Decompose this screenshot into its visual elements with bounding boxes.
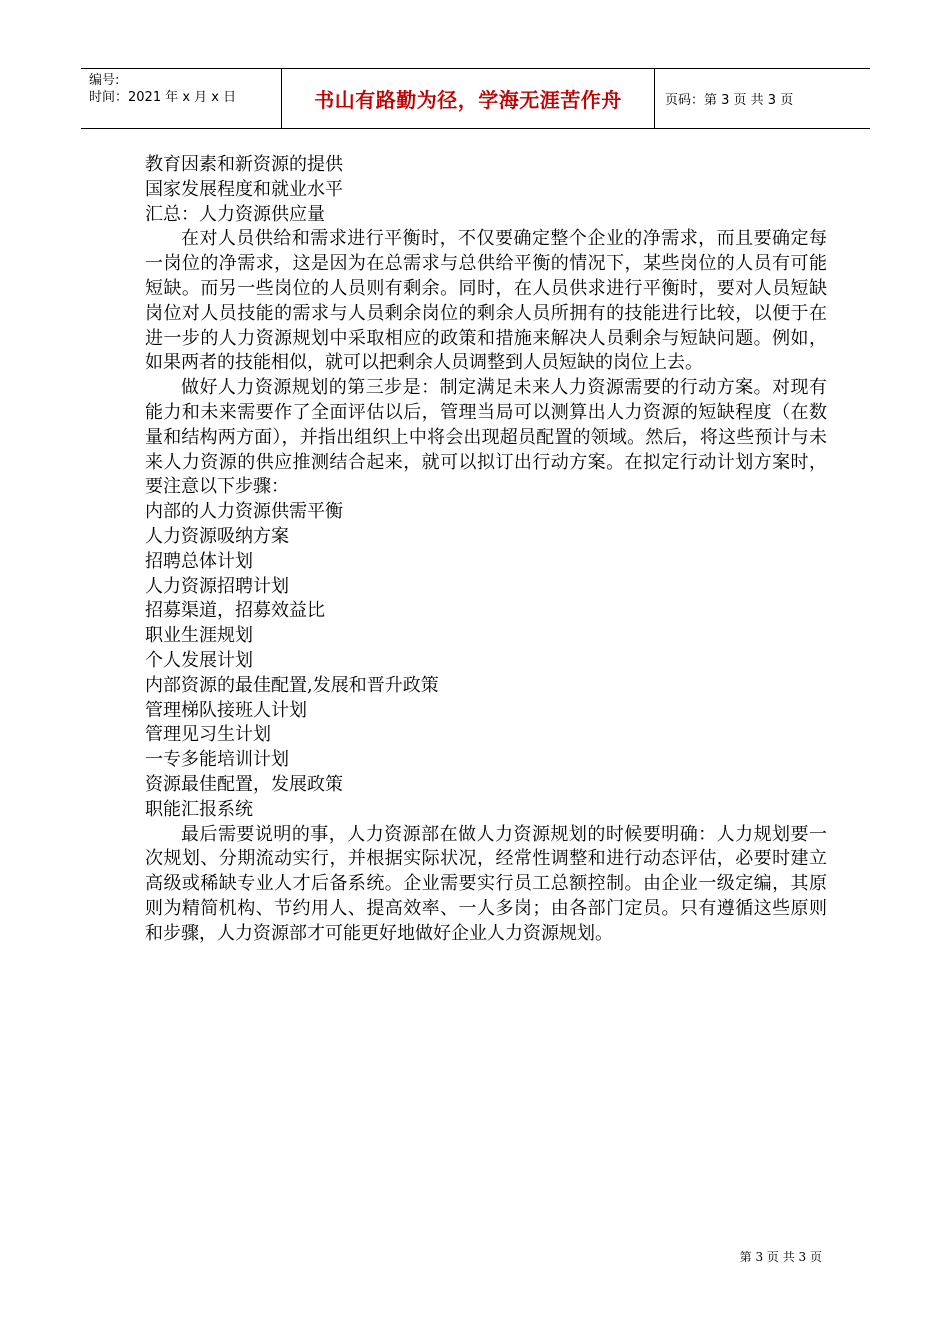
paragraph-step-three: 做好人力资源规划的第三步是：制定满足未来人力资源需要的行动方案。对现有能力和未来需要作了全面评估以后，管理当局可以测算出人力资源的短缺程度（在数量和结构两方面），并指出组织上中将会出现超员配置的领域。然后，将这些预计与未来人力资源的供应推测结合起来，就可以拟订出行动方案。在拟定行动计划方案时，要注意以下步骤：	[145, 377, 827, 498]
step-item: 管理见习生计划	[145, 724, 271, 746]
page-footer	[740, 1248, 822, 1265]
header-meta-cell	[81, 69, 282, 128]
step-item: 职业生涯规划	[145, 625, 253, 647]
body-line: 教育因素和新资源的提供	[145, 154, 343, 175]
header-motto-cell	[282, 69, 655, 128]
step-item: 一专多能培训计划	[145, 749, 289, 771]
body-line: 汇总：人力资源供应量	[145, 203, 325, 225]
date-label: 时间：2021 年 x 月 x 日	[89, 90, 237, 105]
page-header	[81, 68, 870, 129]
body-line: 国家发展程度和就业水平	[145, 178, 343, 200]
header-page-cell	[655, 69, 870, 128]
step-item: 职能汇报系统	[145, 798, 253, 820]
step-item: 招募渠道，招募效益比	[145, 600, 325, 622]
step-item: 内部的人力资源供需平衡	[145, 501, 343, 523]
code-label: 编号:	[89, 73, 120, 88]
header-page-label: 页码：第 3 页 共 3 页	[665, 93, 794, 108]
step-item: 人力资源招聘计划	[145, 575, 289, 597]
step-item: 个人发展计划	[145, 649, 253, 671]
step-item: 资源最佳配置，发展政策	[145, 773, 343, 795]
step-item: 内部资源的最佳配置,发展和晋升政策	[145, 674, 439, 696]
paragraph-balance: 在对人员供给和需求进行平衡时，不仅要确定整个企业的净需求，而且要确定每一岗位的净需求，这是因为在总需求与总供给平衡的情况下，某些岗位的人员有可能短缺。而另一些岗位的人员则有剩余。同时，在人员供求进行平衡时，要对人员短缺岗位对人员技能的需求与人员剩余岗位的剩余人员所拥有的技能进行比较，以便于在进一步的人力资源规划中采取相应的政策和措施来解决人员剩余与短缺问题。例如，如果两者的技能相似，就可以把剩余人员调整到人员短缺的岗位上去。	[145, 228, 827, 374]
footer-page-label: 第 3 页 共 3 页	[739, 1250, 822, 1264]
paragraph-conclusion: 最后需要说明的事，人力资源部在做人力资源规划的时候要明确：人力规划要一次规划、分期流动实行，并根据实际状况，经常性调整和进行动态评估，必要时建立高级或稀缺专业人才后备系统。企业需要实行员工总额控制。由企业一级定编，其原则为精简机构、节约用人、提高效率、一人多岗；由各部门定员。只有遵循这些原则和步骤，人力资源部才可能更好地做好企业人力资源规划。	[145, 823, 827, 944]
step-item: 管理梯队接班人计划	[145, 699, 307, 721]
document-body	[145, 153, 827, 947]
step-item: 人力资源吸纳方案	[145, 525, 289, 547]
motto-text: 书山有路勤为径，学海无涯苦作舟	[314, 88, 622, 112]
step-item: 招聘总体计划	[145, 550, 253, 572]
